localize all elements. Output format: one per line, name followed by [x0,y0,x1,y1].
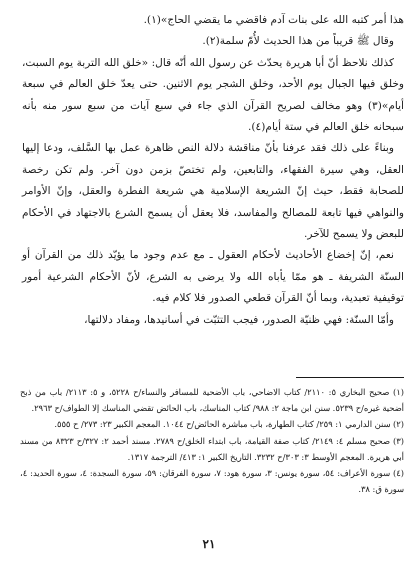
body-paragraph: نعم، إنّ إخضاع الأحاديث لأحكام العقول ـ مع عدم وجود ما يؤيّد ذلك من القرآن أو السنّة الشريفة ـ هو ممّا يأباه الله ولا يرضى به الشرع، لأنّ الأحكام الشرعية أمور توقيفية تعبدية، وبما أنّ القرآن قطعي الصدور فلا كلام فيه. [22,249,404,305]
page-number: ٢١ [202,537,216,551]
footnote-separator [296,377,404,378]
footnote: (٢) سنن الدارمي ١: ٢٥٩/ كتاب الطهارة، باب مباشرة الحائض/ح ١٠٤٤. المعجم الكبير ٢٣: ٢٧٣/ ح ٥٥٥. [54,419,404,430]
body-paragraph: هذا أمر كتبه الله على بنات آدم فاقضي ما يقضي الحاج»(١). [143,14,404,26]
footnotes [20,384,404,497]
body-paragraph: وقال ﷺ قريباً من هذا الحديث لأُمّ سلمة(٢). [202,35,394,48]
body-paragraph: وأمّا السنّة: فهي ظنيّة الصدور، فيجب التثبّت في أسانيدها، ومفاد دلالتها، [84,313,394,326]
body-paragraph: كذلك نلاحظ أنّ أبا هريرة يحدّث عن رسول الله أنّه قال: «خلق الله التربة يوم السبت، وخلق فيها الجبال يوم الأحد، وخلق الشجر يوم الاثنين. حتى يعدّ خلق العالم في سبعة أيام»(٣) وهو مخالف لصريح القرآن الذي جاء في سبع آيات من سبع سور منه بأنه سبحانه خلق العالم في ستة أيام(٤). [22,56,404,134]
body-paragraph: وبناءً على ذلك فقد عرفنا بأنّ مناقشة دلالة النص ظاهرة عمل بها السَّلف، ودعا إليها العقل، وهي سيرة الفقهاء، والتابعين، ولم تختصّ بزمن دون آخر. ولم تكن رخصة للصحابة فقط، حيث إنّ الشريعة الإسلامية هي شريعة الفطرة والعقل، وإنّ الأوامر والنواهي فيها تابعة للمصالح والمفاسد، فلا يعقل أن يسمح الشرع بالاجتهاد في الأحكام للبعض ولا يسمح للآخر. [22,142,404,241]
footnote: (٤) سورة الأعراف: ٥٤، سورة يونس: ٣، سورة هود: ٧، سورة الفرقان: ٥٩، سورة السجدة: ٤، سورة الحديد: ٤، سورة ق: ٣٨. [20,468,404,495]
footnote: (١) صحيح البخاري ٥: ٢١١٠/ كتاب الاضاحي، باب الأضحية للمسافر والنساء/ح ٥٢٢٨، و ٥: ٢١١٣/ باب من ذبح أضحية غيره/ح ٥٢٣٩. سنن ابن ماجة ٢: ٩٨٨/ كتاب المناسك، باب الحائض تقضي المناسك إلا الطواف/ح ٢٩٦٣. [20,387,404,414]
main-text [22,10,404,331]
footnote: (٣) صحيح مسلم ٤: ٢١٤٩/ كتاب صفة القيامة، باب ابتداء الخلق/ح ٢٧٨٩. مسند أحمد ٢: ٣٢٧/ح ٨٣٢٣ من مسند أبي هريرة. المعجم الأوسط ٣: ٣٠٣/ح ٣٢٣٢. التاريخ الكبير ١: ٤١٣/ الترجمة ١٣١٧. [20,435,405,462]
